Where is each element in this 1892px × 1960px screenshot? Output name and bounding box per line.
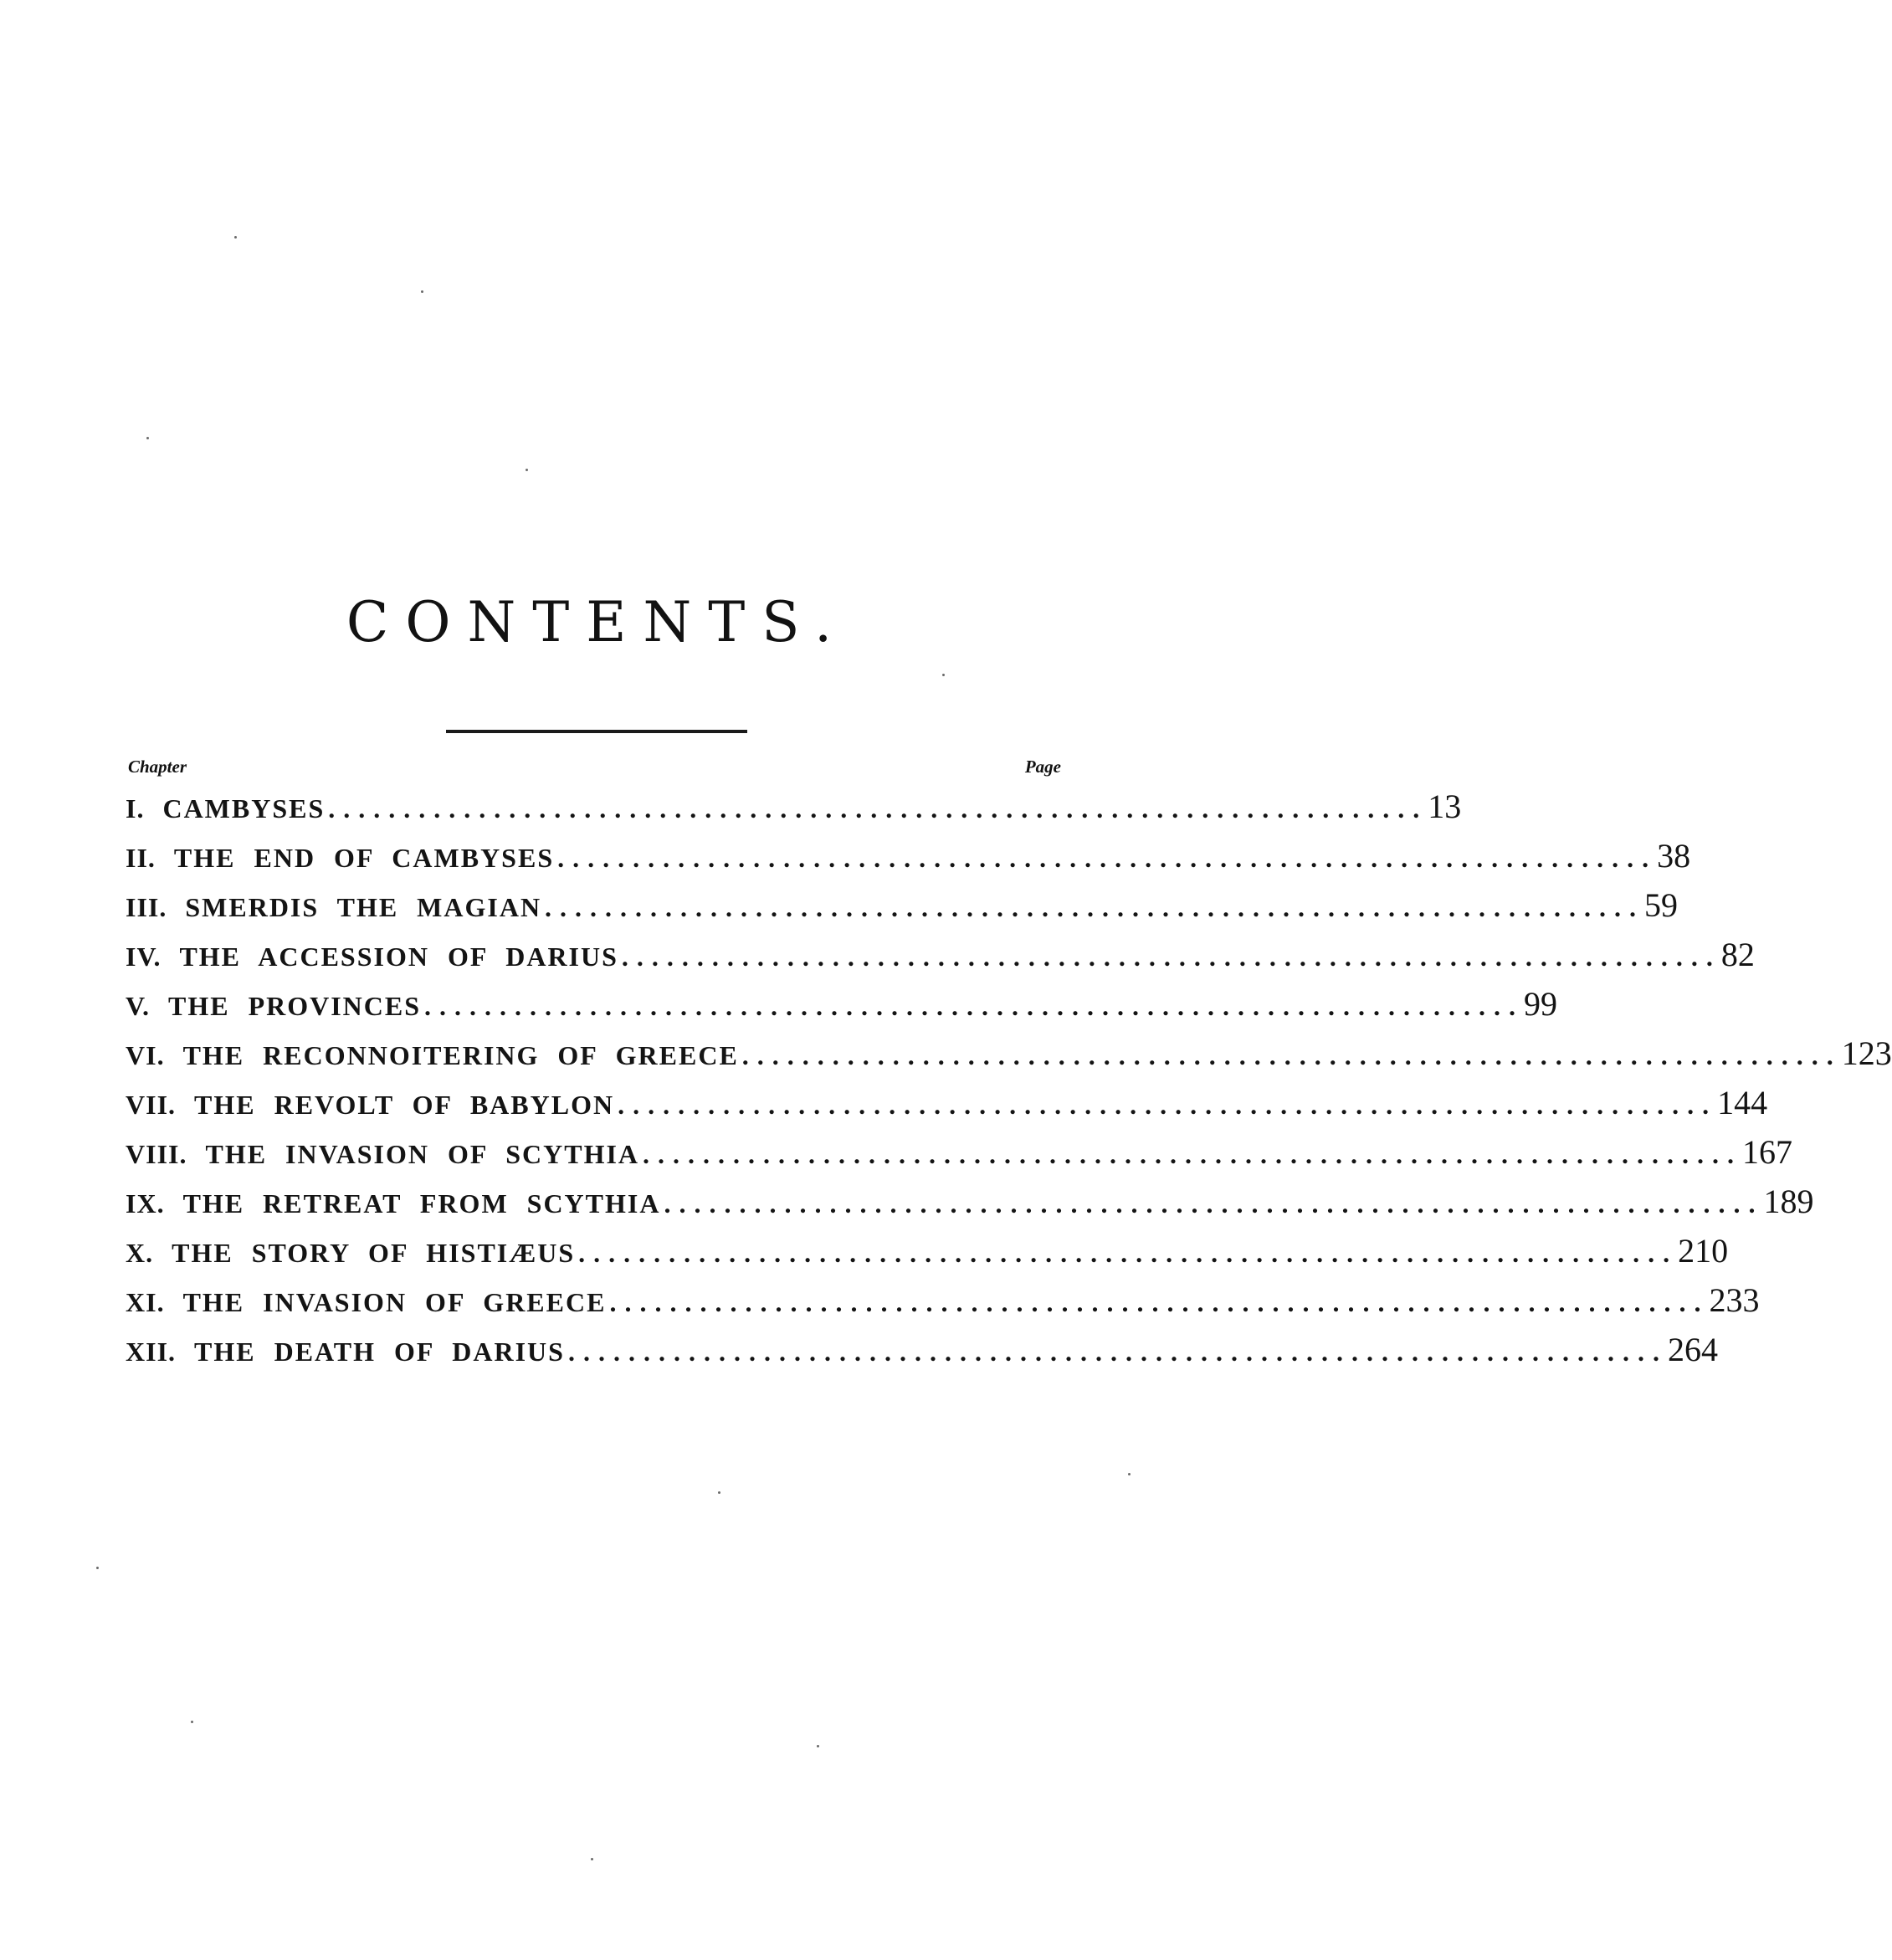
chapter-title: THE RECONNOITERING OF GREECE	[182, 1040, 739, 1070]
paper-speck	[1128, 1473, 1131, 1475]
chapter-numeral: V.	[126, 991, 150, 1021]
chapter-title: THE END OF CAMBYSES	[173, 843, 555, 873]
paper-speck	[234, 236, 237, 239]
toc-entry[interactable]	[126, 984, 1558, 1026]
chapter-title: THE STORY OF HISTIÆUS	[172, 1238, 576, 1268]
leader-dots: .........................................................................	[621, 942, 1721, 972]
page-number: 233	[1709, 1281, 1760, 1319]
paper-speck	[96, 1567, 99, 1569]
leader-dots: .........................................................................	[741, 1040, 1842, 1070]
page-number: 167	[1742, 1133, 1793, 1171]
chapter-numeral: VIII.	[126, 1139, 187, 1169]
chapter-numeral: IV.	[126, 942, 162, 972]
chapter-numeral: VII.	[126, 1090, 177, 1120]
page-number: 59	[1644, 886, 1679, 924]
chapter-title: THE REVOLT OF BABYLON	[194, 1090, 615, 1120]
paper-speck	[718, 1491, 720, 1494]
page-number: 144	[1717, 1084, 1768, 1121]
paper-speck	[526, 469, 528, 471]
toc-entry[interactable]	[126, 787, 1462, 829]
toc-entry[interactable]	[126, 1083, 1768, 1125]
paper-speck	[421, 290, 423, 293]
page-number: 38	[1657, 837, 1691, 875]
leader-dots: .........................................................................	[578, 1238, 1679, 1268]
chapter-title: THE ACCESSION OF DARIUS	[179, 942, 618, 972]
page-number: 189	[1763, 1183, 1814, 1220]
chapter-numeral: III.	[126, 892, 167, 922]
page-number: 99	[1524, 985, 1558, 1023]
leader-dots: .........................................................................	[557, 843, 1658, 873]
chapter-title: THE PROVINCES	[167, 991, 422, 1021]
paper-speck	[942, 674, 945, 676]
chapter-numeral: II.	[126, 843, 156, 873]
chapter-title: CAMBYSES	[162, 793, 326, 824]
toc-entry[interactable]	[126, 1132, 1793, 1174]
leader-dots: .........................................................................	[643, 1139, 1743, 1169]
toc-entry[interactable]	[126, 1231, 1729, 1273]
chapter-title: THE INVASION OF SCYTHIA	[205, 1139, 640, 1169]
leader-dots: .........................................................................	[618, 1090, 1718, 1120]
contents-heading: CONTENTS.	[346, 590, 849, 654]
toc-entry[interactable]	[126, 1182, 1814, 1224]
chapter-numeral: XII.	[126, 1337, 177, 1367]
chapter-title: SMERDIS THE MAGIAN	[185, 892, 542, 922]
leader-dots: .........................................................................	[545, 892, 1645, 922]
chapter-numeral: I.	[126, 793, 145, 824]
heading-rule	[446, 730, 747, 733]
chapter-title: THE DEATH OF DARIUS	[194, 1337, 565, 1367]
page-number: 123	[1841, 1034, 1892, 1072]
leader-dots: .........................................................................	[328, 793, 1428, 824]
chapter-column-label: Chapter	[128, 757, 187, 777]
page-number: 13	[1428, 788, 1462, 825]
page-number: 264	[1667, 1331, 1718, 1368]
chapter-numeral: VI.	[126, 1040, 165, 1070]
chapter-numeral: X.	[126, 1238, 154, 1268]
chapter-numeral: XI.	[126, 1287, 165, 1317]
toc-entry[interactable]	[126, 836, 1691, 878]
leader-dots: .........................................................................	[664, 1188, 1764, 1219]
paper-speck	[817, 1745, 819, 1747]
toc-entry[interactable]	[126, 1034, 1892, 1075]
toc-entry[interactable]	[126, 1280, 1760, 1322]
page-number: 210	[1678, 1232, 1729, 1270]
paper-speck	[591, 1858, 593, 1860]
leader-dots: .........................................................................	[609, 1287, 1710, 1317]
toc-entry[interactable]	[126, 1330, 1718, 1372]
page-number: 82	[1720, 936, 1755, 973]
chapter-numeral: IX.	[126, 1188, 165, 1219]
chapter-title: THE RETREAT FROM SCYTHIA	[182, 1188, 661, 1219]
page-column-label: Page	[1024, 757, 1061, 777]
paper-speck	[191, 1721, 193, 1723]
toc-entry[interactable]	[126, 935, 1755, 977]
toc-entry[interactable]	[126, 885, 1679, 927]
leader-dots: .........................................................................	[567, 1337, 1668, 1367]
leader-dots: .........................................................................	[424, 991, 1525, 1021]
chapter-title: THE INVASION OF GREECE	[182, 1287, 607, 1317]
paper-speck	[146, 437, 149, 439]
